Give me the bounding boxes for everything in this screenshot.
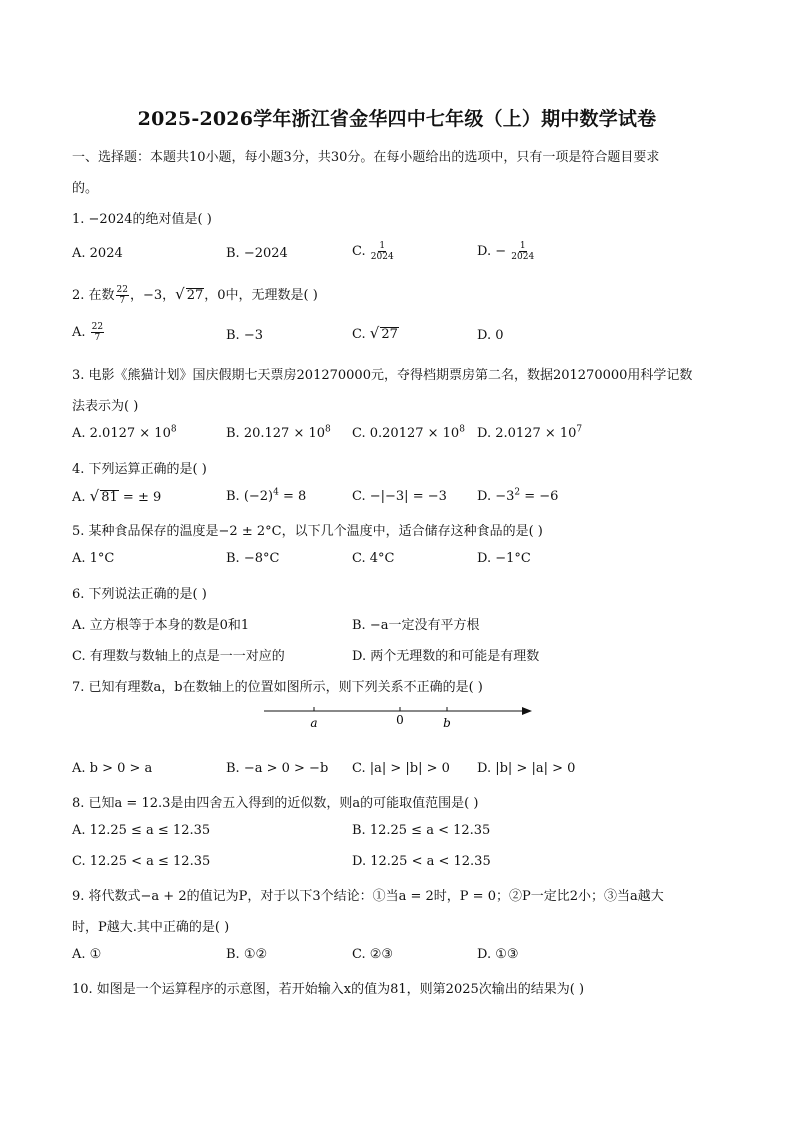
q2-option-d: D. 0 — [477, 328, 504, 343]
q4-option-b-post: = 8 — [278, 489, 307, 504]
q9-stem-line2: 时，P越大.其中正确的是( ) — [72, 920, 230, 935]
q6-option-b: B. −a一定没有平方根 — [352, 618, 480, 633]
q3-option-a — [72, 426, 177, 441]
q4-option-a-radicand: 81 — [101, 490, 118, 505]
q9-stem-line1: 9. 将代数式−a + 2的值记为P，对于以下3个结论：①当a = 2时，P = 0；②P一定比2小；③当a越大 — [72, 889, 664, 904]
q3-option-c-base: C. 0.20127 × 10 — [352, 426, 460, 441]
section-heading-line2: 的。 — [72, 181, 99, 196]
q2-option-a-fraction — [91, 322, 104, 343]
q8-option-b: B. 12.25 ≤ a < 12.35 — [352, 823, 491, 838]
q3-option-d-exponent: 7 — [576, 424, 583, 435]
q1-option-c-fraction — [371, 241, 394, 262]
q9-option-c: C. ②③ — [352, 947, 394, 962]
q4-option-b-base: B. (−2) — [226, 489, 274, 504]
q2-option-c — [352, 324, 399, 342]
q9-option-d: D. ①③ — [477, 947, 519, 962]
q10-stem: 10. 如图是一个运算程序的示意图，若开始输入x的值为81，则第2025次输出的结果为( ) — [72, 982, 585, 997]
q1-option-d — [477, 241, 535, 262]
q2-option-c-radicand: 27 — [381, 327, 398, 342]
q3-option-a-exponent: 8 — [170, 424, 177, 435]
q3-option-b — [226, 426, 331, 441]
q2-stem — [72, 284, 318, 306]
q4-option-d — [477, 489, 558, 504]
q1-option-c — [352, 241, 395, 262]
q5-stem: 5. 某种食品保存的温度是−2 ± 2°C，以下几个温度中，适合储存这种食品的是( ) — [72, 524, 543, 539]
fraction-numerator: 1 — [519, 241, 526, 251]
radical-sign-icon: √ — [175, 285, 185, 303]
q3-option-b-exponent: 8 — [325, 424, 331, 435]
q4-stem: 4. 下列运算正确的是( ) — [72, 462, 207, 477]
q3-option-d — [477, 426, 582, 441]
q3-option-b-base: B. 20.127 × 10 — [226, 426, 326, 441]
q8-option-d: D. 12.25 < a < 12.35 — [352, 854, 491, 869]
number-line-diagram — [262, 700, 534, 734]
fraction-numerator: 22 — [91, 322, 104, 332]
q3-stem-line1: 3. 电影《熊猫计划》国庆假期七天票房201270000元，夺得档期票房第二名，数据201270000用科学记数 — [72, 368, 693, 383]
q4-option-c: C. −|−3| = −3 — [352, 489, 447, 504]
fraction-denominator: 2024 — [511, 252, 535, 262]
label-b: b — [443, 716, 451, 730]
fraction-denominator: 7 — [94, 333, 101, 343]
q3-option-d-base: D. 2.0127 × 10 — [477, 426, 577, 441]
q7-option-b: B. −a > 0 > −b — [226, 761, 329, 776]
q7-stem: 7. 已知有理数a，b在数轴上的位置如图所示，则下列关系不正确的是( ) — [72, 680, 483, 695]
fraction-denominator: 7 — [119, 296, 126, 306]
q4-option-d-post: = −6 — [520, 489, 559, 504]
q4-option-b-exponent: 4 — [273, 487, 279, 498]
number-line-arrow-icon — [522, 707, 532, 715]
q2-stem-radicand: 27 — [186, 288, 204, 303]
q2-stem-mid: ，−3， — [130, 288, 176, 303]
q8-option-c: C. 12.25 < a ≤ 12.35 — [72, 854, 211, 869]
q4-option-a — [72, 487, 161, 505]
fraction-denominator: 2024 — [370, 252, 394, 262]
q4-option-b — [226, 489, 306, 504]
q2-option-a-label: A. — [72, 325, 86, 340]
radical-sign-icon: √ — [89, 487, 100, 505]
q4-option-a-label: A. — [72, 490, 86, 505]
q9-option-a: A. ① — [72, 947, 102, 962]
label-a: a — [310, 716, 318, 730]
q3-option-c — [352, 426, 465, 441]
q1-option-d-fraction — [511, 241, 534, 262]
q4-option-d-exponent: 2 — [514, 487, 521, 498]
q7-option-d: D. |b| > |a| > 0 — [477, 761, 576, 776]
q7-option-c: C. |a| > |b| > 0 — [352, 761, 450, 776]
q3-option-c-exponent: 8 — [459, 424, 465, 435]
q2-option-a — [72, 322, 105, 343]
q2-stem-pre: 2. 在数 — [72, 288, 115, 303]
q8-stem: 8. 已知a = 12.3是由四舍五入得到的近似数，则a的可能取值范围是( ) — [72, 796, 479, 811]
q6-stem: 6. 下列说法正确的是( ) — [72, 587, 207, 602]
q2-option-c-label: C. — [352, 327, 366, 342]
fraction-numerator: 22 — [116, 285, 128, 295]
q4-option-a-post: = ± 9 — [118, 490, 162, 505]
radical-sign-icon: √ — [369, 324, 380, 342]
q5-option-a: A. 1°C — [72, 551, 115, 566]
q1-stem: 1. −2024的绝对值是( ) — [72, 212, 212, 227]
q5-option-c: C. 4°C — [352, 551, 395, 566]
section-heading-line1: 一、选择题：本题共10小题，每小题3分，共30分。在每小题给出的选项中，只有一项是符合题目要求 — [72, 150, 660, 165]
q6-option-d: D. 两个无理数的和可能是有理数 — [352, 649, 540, 664]
q6-option-c: C. 有理数与数轴上的点是一一对应的 — [72, 649, 285, 664]
q1-option-c-label: C. — [352, 244, 366, 259]
q3-option-a-base: A. 2.0127 × 10 — [72, 426, 171, 441]
q3-stem-line2: 法表示为( ) — [72, 399, 139, 414]
q5-option-b: B. −8°C — [226, 551, 280, 566]
q1-option-d-label: D. − — [477, 244, 507, 259]
fraction-numerator: 1 — [379, 241, 386, 251]
q2-option-b: B. −3 — [226, 328, 263, 343]
q2-stem-post: ，0中，无理数是( ) — [204, 288, 318, 303]
label-zero: 0 — [396, 713, 404, 727]
exam-title: 2025-2026学年浙江省金华四中七年级（上）期中数学试卷 — [137, 108, 657, 130]
q7-option-a: A. b > 0 > a — [72, 761, 153, 776]
q1-option-b: B. −2024 — [226, 246, 288, 261]
q5-option-d: D. −1°C — [477, 551, 531, 566]
q8-option-a: A. 12.25 ≤ a ≤ 12.35 — [72, 823, 211, 838]
q9-option-b: B. ①② — [226, 947, 268, 962]
q4-option-d-base: D. −3 — [477, 489, 515, 504]
q1-option-a: A. 2024 — [72, 246, 123, 261]
q2-stem-fraction — [116, 285, 129, 306]
q6-option-a: A. 立方根等于本身的数是0和1 — [72, 618, 250, 633]
